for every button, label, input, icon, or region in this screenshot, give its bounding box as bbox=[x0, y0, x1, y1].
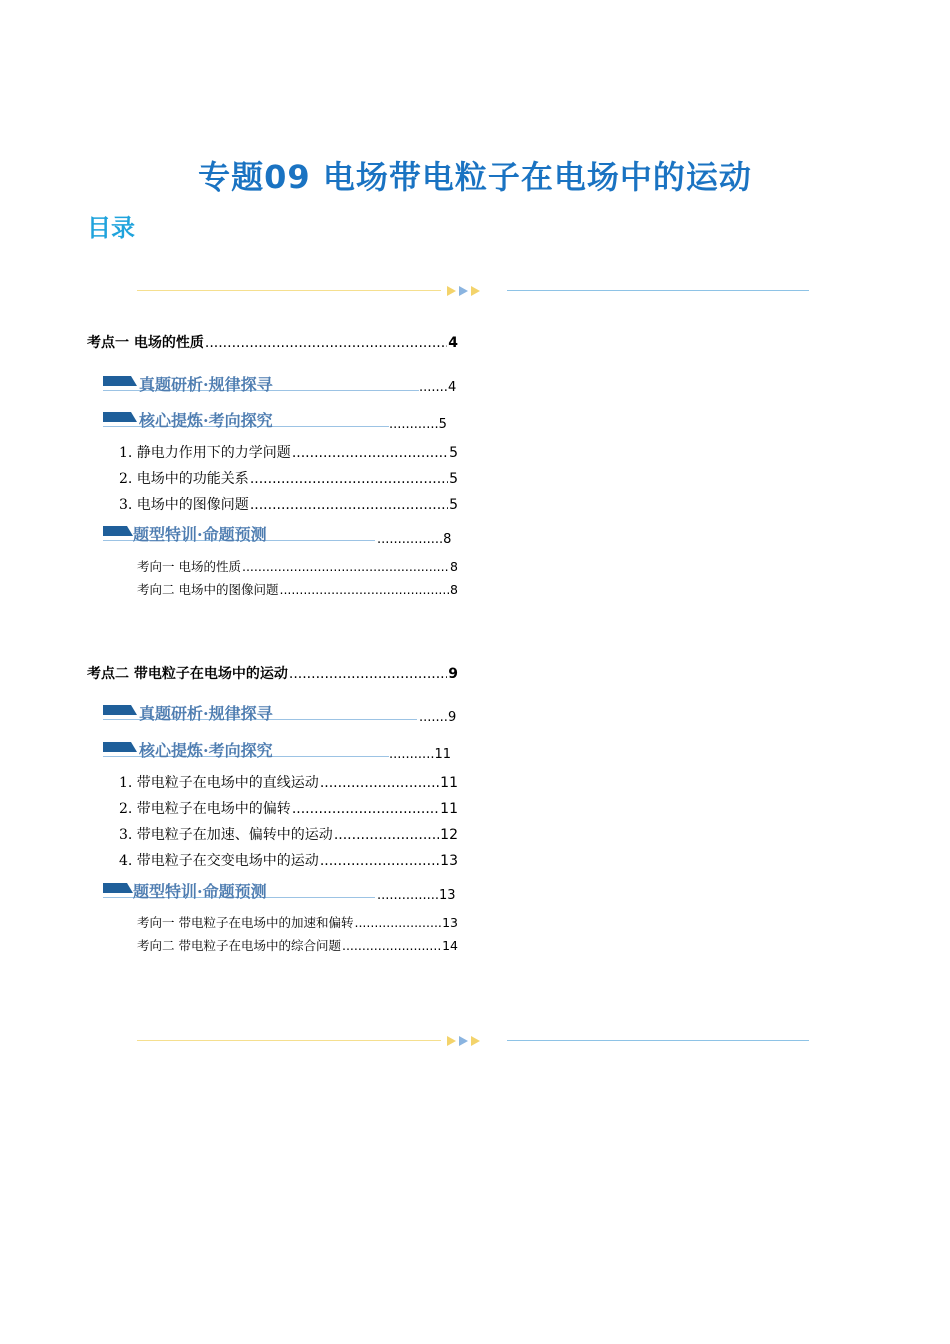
banner-tixing-1: 题型特训·命题预测 bbox=[103, 522, 375, 546]
banner-page-hexin-1[interactable]: ............5 bbox=[389, 417, 447, 432]
leader-dots bbox=[250, 471, 448, 487]
page-title: 专题09 电场带电粒子在电场中的运动 bbox=[198, 158, 752, 196]
banner-zhenti-1: 真题研析·规律探寻 bbox=[103, 372, 419, 396]
toc-page-number: 9 bbox=[448, 666, 458, 682]
leader-dots bbox=[354, 915, 441, 930]
leader-dots bbox=[292, 445, 448, 461]
banner-page-tixing-2[interactable]: ...............13 bbox=[377, 888, 456, 903]
leader-dots bbox=[342, 938, 441, 953]
triple-arrow-icon bbox=[447, 285, 487, 297]
banner-page-zhenti-1[interactable]: .......4 bbox=[419, 380, 457, 395]
toc-entry[interactable]: 3. 电场中的图像问题 ..... 5 bbox=[119, 494, 458, 514]
leader-dots bbox=[292, 801, 439, 817]
banner-page-tixing-1[interactable]: ................8 bbox=[377, 532, 452, 547]
leader-dots bbox=[289, 666, 447, 682]
toc-entry[interactable]: 3. 带电粒子在加速、偏转中的运动 ..... 12 bbox=[119, 824, 458, 844]
triple-arrow-icon bbox=[447, 1035, 487, 1047]
divider-top bbox=[137, 285, 809, 297]
banner-tixing-2: 题型特训·命题预测 bbox=[103, 879, 375, 903]
leader-dots bbox=[279, 582, 449, 597]
toc-entry[interactable]: 考向一 带电粒子在电场中的加速和偏转 ..... 13 bbox=[137, 913, 458, 931]
leader-dots bbox=[334, 827, 439, 843]
toc-entry[interactable]: 1. 静电力作用下的力学问题 ..... 5 bbox=[119, 442, 458, 462]
leader-dots bbox=[242, 559, 449, 574]
toc-heading: 目录 bbox=[87, 214, 135, 242]
banner-hexin-2: 核心提炼·考向探究 bbox=[103, 738, 389, 762]
toc-entry[interactable]: 考向二 带电粒子在电场中的综合问题 ..... 14 bbox=[137, 936, 458, 954]
banner-zhenti-2: 真题研析·规律探寻 bbox=[103, 701, 417, 725]
toc-entry[interactable]: 考向一 电场的性质 ..... 8 bbox=[137, 557, 458, 575]
toc-entry-label: 考点一 电场的性质 bbox=[87, 335, 204, 351]
toc-entry[interactable]: 4. 带电粒子在交变电场中的运动 ..... 13 bbox=[119, 850, 458, 870]
toc-entry[interactable]: 2. 电场中的功能关系 ..... 5 bbox=[119, 468, 458, 488]
banner-hexin-1: 核心提炼·考向探究 bbox=[103, 408, 389, 432]
divider-bottom bbox=[137, 1035, 809, 1047]
toc-entry-section1[interactable] bbox=[87, 332, 458, 352]
toc-page-number: 4 bbox=[448, 335, 458, 351]
banner-page-hexin-2[interactable]: ...........11 bbox=[389, 747, 452, 762]
leader-dots bbox=[320, 853, 439, 869]
toc-entry[interactable]: 考向二 电场中的图像问题 ..... 8 bbox=[137, 580, 458, 598]
banner-page-zhenti-2[interactable]: .......9 bbox=[419, 710, 457, 725]
toc-entry-label: 考点二 带电粒子在电场中的运动 bbox=[87, 666, 288, 682]
leader-dots bbox=[250, 497, 448, 513]
leader-dots bbox=[320, 775, 439, 791]
toc-entry[interactable]: 2. 带电粒子在电场中的偏转 ..... 11 bbox=[119, 798, 458, 818]
toc-entry[interactable]: 1. 带电粒子在电场中的直线运动 ..... 11 bbox=[119, 772, 458, 792]
leader-dots bbox=[205, 335, 447, 351]
toc-entry-section2[interactable] bbox=[87, 663, 458, 683]
